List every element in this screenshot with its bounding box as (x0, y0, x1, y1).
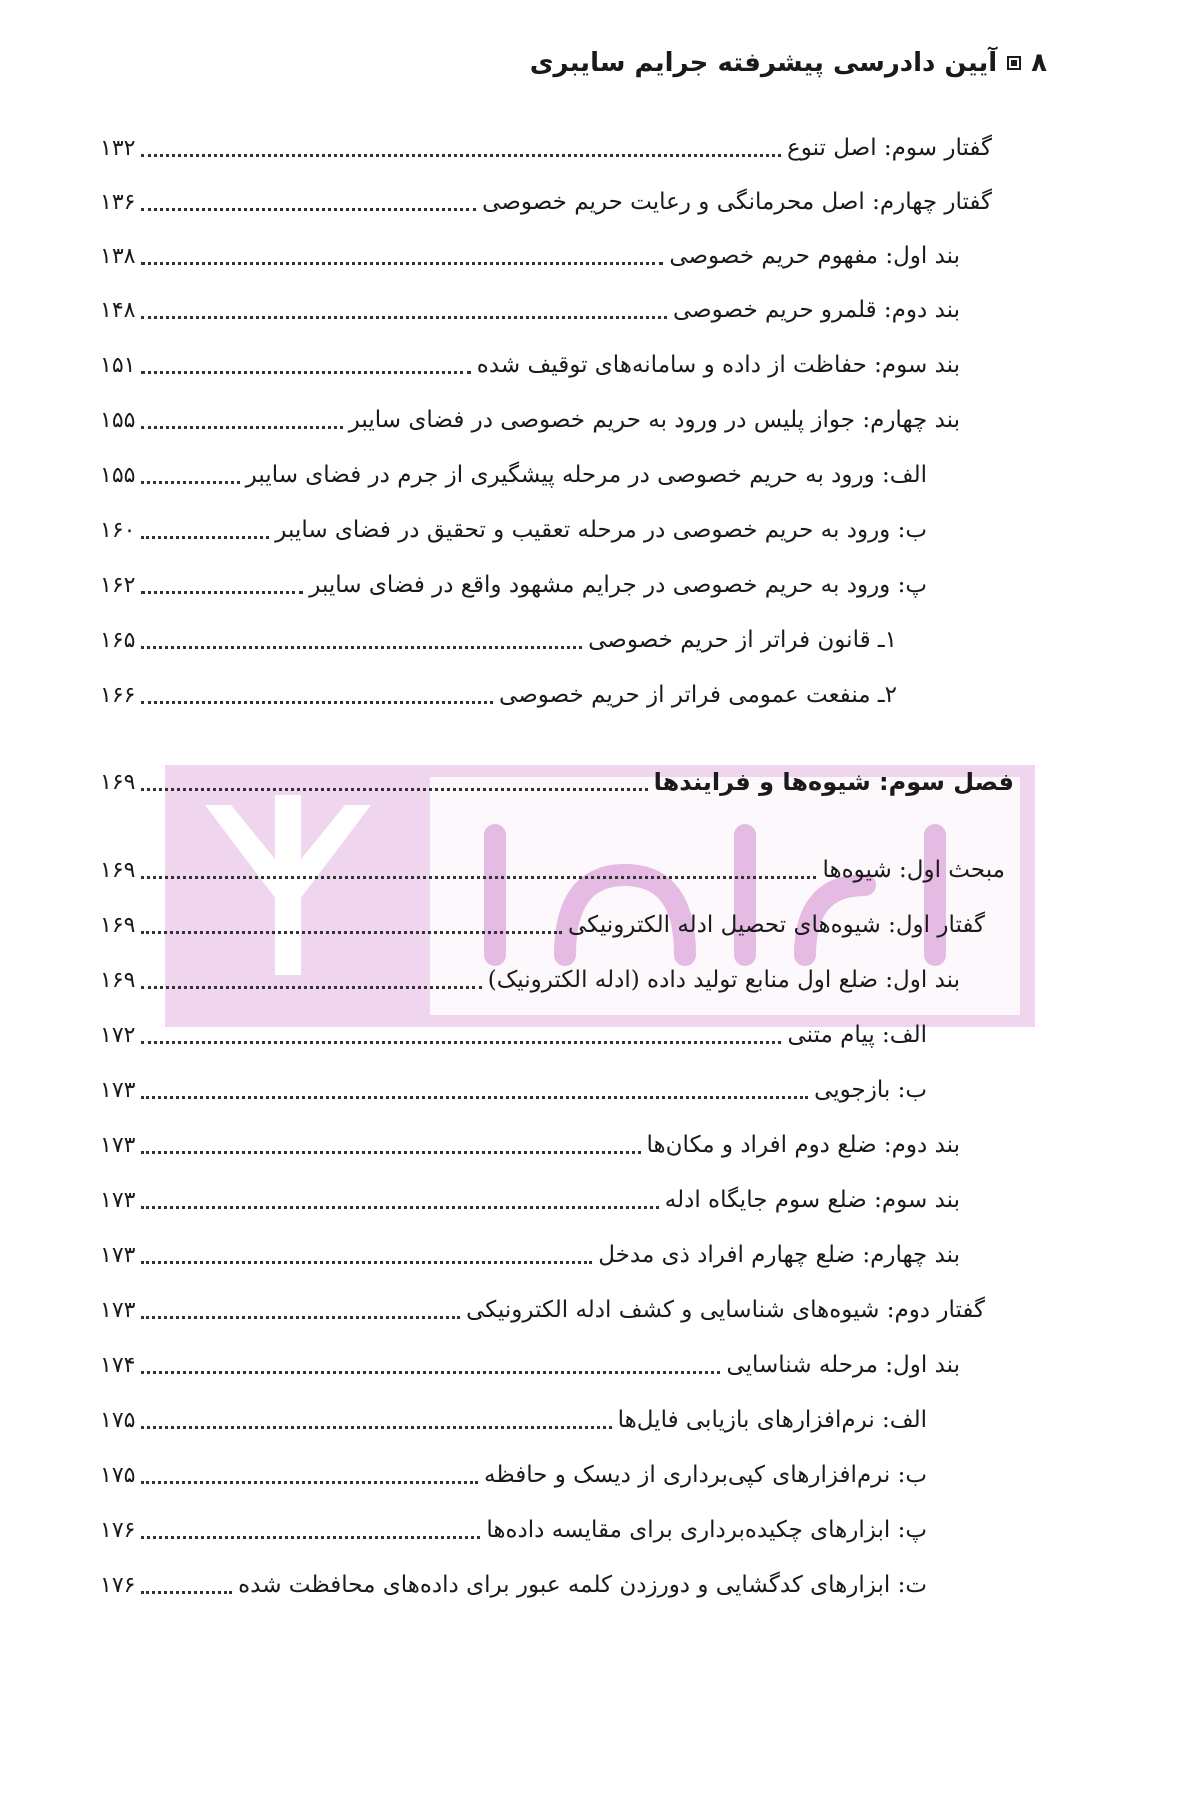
leader-dots (141, 788, 647, 791)
toc-entry-page: ۱۵۵ (100, 462, 136, 488)
toc-entry (100, 1235, 960, 1275)
leader-dots (141, 1206, 658, 1209)
toc-entry (100, 455, 927, 495)
leader-dots (141, 316, 666, 319)
toc-entry-page: ۱۶۵ (100, 627, 136, 653)
leader-dots (141, 481, 239, 484)
toc-entry-title: ت: ابزارهای کدگشایی و دورزدن کلمه عبور برای داده‌های محافظت شده (238, 1572, 927, 1598)
toc-entry-title: گفتار سوم: اصل تنوع (786, 135, 992, 161)
toc-entry-title: بند اول: مرحله شناسایی (726, 1352, 960, 1378)
toc-entry-page: ۱۵۱ (100, 352, 136, 378)
toc-entry (100, 1455, 927, 1495)
leader-dots (141, 1591, 232, 1594)
toc-entry (100, 1070, 927, 1110)
toc-entry-title: الف: پیام متنی (787, 1022, 927, 1048)
leader-dots (141, 1096, 808, 1099)
leader-dots (141, 591, 303, 594)
toc-entry-title: بند اول: ضلع اول منابع تولید داده (ادله الکترونیک) (487, 967, 960, 993)
toc-entry-page: ۱۷۶ (100, 1517, 136, 1543)
leader-dots (141, 1481, 478, 1484)
toc-entry (100, 1290, 985, 1330)
toc-entry-title: بند چهارم: جواز پلیس در ورود به حریم خصوصی در فضای سایبر (348, 407, 960, 433)
toc-entry (100, 850, 1005, 890)
toc-entry-title: بند سوم: حفاظت از داده و سامانه‌های توقیف شده (476, 352, 960, 378)
toc-entry (100, 400, 960, 440)
leader-dots (141, 371, 470, 374)
leader-dots (141, 426, 342, 429)
toc-entry-page: ۱۷۵ (100, 1407, 136, 1433)
leader-dots (141, 208, 476, 211)
toc-entry-title: ب: ورود به حریم خصوصی در مرحله تعقیب و تحقیق در فضای سایبر (275, 517, 927, 543)
toc-entry-page: ۱۶۰ (100, 517, 136, 543)
toc-entry (100, 565, 927, 605)
toc-entry-page: ۱۷۳ (100, 1132, 136, 1158)
toc-entry-page: ۱۷۴ (100, 1352, 136, 1378)
toc-entry (100, 675, 897, 715)
toc-entry (100, 1345, 960, 1385)
toc-entry (100, 128, 992, 168)
page-number: ۸ (1031, 48, 1047, 78)
leader-dots (141, 1536, 480, 1539)
toc-entry (100, 236, 960, 276)
toc-entry-title: گفتار دوم: شیوه‌های شناسایی و کشف ادله الکترونیکی (466, 1297, 985, 1323)
leader-dots (141, 876, 816, 879)
toc-entry-title: مبحث اول: شیوه‌ها (822, 857, 1005, 883)
toc-entry-page: ۱۶۲ (100, 572, 136, 598)
toc-entry-title: ۲ـ منفعت عمومی فراتر از حریم خصوصی (499, 682, 897, 708)
toc-entry-title: ب: بازجویی (814, 1077, 927, 1103)
toc-entry-page: ۱۴۸ (100, 297, 136, 323)
leader-dots (141, 536, 269, 539)
toc-entry (100, 1015, 927, 1055)
toc-entry-title: ب: نرم‌افزارهای کپی‌برداری از دیسک و حافظه (484, 1462, 927, 1488)
toc-entry-page: ۱۶۹ (100, 967, 136, 993)
toc-entry-title: پ: ورود به حریم خصوصی در جرایم مشهود واقع در فضای سایبر (309, 572, 927, 598)
toc-entry-title: الف: ورود به حریم خصوصی در مرحله پیشگیری از جرم در فضای سایبر (245, 462, 927, 488)
leader-dots (141, 986, 481, 989)
toc-entry (100, 960, 960, 1000)
leader-dots (141, 1426, 611, 1429)
toc-entry (100, 345, 960, 385)
toc-entry (100, 620, 897, 660)
toc-entry-page: ۱۷۳ (100, 1187, 136, 1213)
page-header (530, 48, 1047, 78)
toc-entry (100, 1510, 927, 1550)
toc-chapter-entry (100, 762, 1014, 802)
toc-entry (100, 182, 992, 222)
toc-entry-page: ۱۳۲ (100, 135, 136, 161)
toc-entry-page: ۱۷۳ (100, 1077, 136, 1103)
leader-dots (141, 154, 781, 157)
toc-entry-page: ۱۶۶ (100, 682, 136, 708)
toc-entry-page: ۱۶۹ (100, 857, 136, 883)
toc-entry-page: ۱۷۵ (100, 1462, 136, 1488)
toc-entry-title: بند دوم: ضلع دوم افراد و مکان‌ها (646, 1132, 960, 1158)
square-bullet-icon (1007, 56, 1021, 70)
toc-entry-title: گفتار اول: شیوه‌های تحصیل ادله الکترونیکی (567, 912, 985, 938)
toc-entry-page: ۱۷۳ (100, 1242, 136, 1268)
leader-dots (141, 262, 663, 265)
toc-entry-title: بند سوم: ضلع سوم جایگاه ادله (664, 1187, 960, 1213)
toc-entry-title: گفتار چهارم: اصل محرمانگی و رعایت حریم خصوصی (482, 189, 992, 215)
toc-entry-page: ۱۵۵ (100, 407, 136, 433)
leader-dots (141, 1151, 640, 1154)
toc-entry-page: ۱۳۶ (100, 189, 136, 215)
leader-dots (141, 701, 493, 704)
toc-entry-title: بند اول: مفهوم حریم خصوصی (669, 243, 960, 269)
toc-entry-page: ۱۷۶ (100, 1572, 136, 1598)
toc-entry (100, 290, 960, 330)
toc-entry (100, 905, 985, 945)
toc-entry-title: پ: ابزارهای چکیده‌برداری برای مقایسه داده‌ها (486, 1517, 927, 1543)
toc-entry-page: ۱۷۲ (100, 1022, 136, 1048)
toc-entry-page: ۱۶۹ (100, 912, 136, 938)
toc-entry-title: بند چهارم: ضلع چهارم افراد ذی مدخل (598, 1242, 960, 1268)
toc-entry (100, 1400, 927, 1440)
toc-entry-page: ۱۷۳ (100, 1297, 136, 1323)
toc-entry-page: ۱۶۹ (100, 769, 136, 795)
leader-dots (141, 646, 582, 649)
book-title: آیین دادرسی پیشرفته جرایم سایبری (529, 48, 998, 78)
leader-dots (141, 931, 562, 934)
toc-entry (100, 1565, 927, 1605)
toc-entry-title: بند دوم: قلمرو حریم خصوصی (672, 297, 960, 323)
leader-dots (141, 1371, 720, 1374)
toc-entry (100, 1125, 960, 1165)
leader-dots (141, 1316, 460, 1319)
toc-entry-title: ۱ـ قانون فراتر از حریم خصوصی (588, 627, 897, 653)
toc-entry-title: الف: نرم‌افزارهای بازیابی فایل‌ها (617, 1407, 927, 1433)
leader-dots (141, 1041, 781, 1044)
toc-entry-title: فصل سوم: شیوه‌ها و فرایندها (653, 768, 1014, 796)
leader-dots (141, 1261, 592, 1264)
toc-entry (100, 510, 927, 550)
toc-entry (100, 1180, 960, 1220)
toc-entry-page: ۱۳۸ (100, 243, 136, 269)
